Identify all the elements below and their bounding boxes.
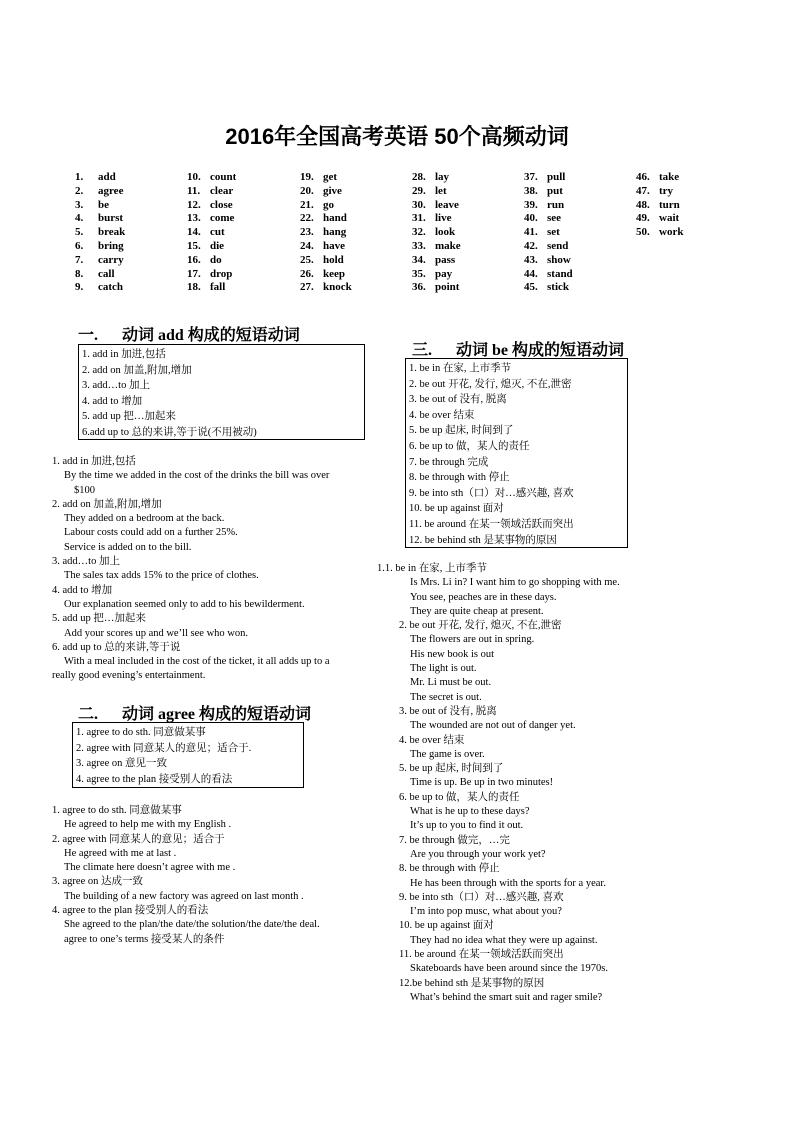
verb-item (300, 254, 352, 268)
example-sentence: What’s behind the smart suit and rager smile? (410, 991, 603, 1003)
summary-line: 6. be up to 做，某人的责任 (409, 440, 530, 452)
example-sentence: Mr. Li must be out. (410, 677, 492, 689)
verb-item (300, 226, 352, 240)
summary-line: 12. be behind sth 是某事物的原因 (409, 534, 557, 546)
verb-word: wait (659, 212, 680, 225)
verb-number: 46. (636, 171, 650, 183)
verb-word: add (98, 171, 116, 183)
phrase-heading: 2. be out 开花, 发行, 熄灭, 不在,泄密 (399, 620, 562, 632)
verb-number: 27. (300, 281, 314, 294)
verb-word: get (323, 171, 338, 183)
verb-word: call (98, 267, 115, 280)
verb-item (187, 268, 236, 282)
phrase-heading: 2. agree with 同意某人的意见；适合于 (52, 833, 225, 845)
verb-number: 3. (75, 198, 84, 211)
phrase-heading: 3. add…to 加上 (52, 556, 120, 568)
verb-word: be (98, 198, 109, 211)
section-be-heading (412, 337, 624, 360)
phrase-heading: 5. be up 起床, 时间到了 (399, 763, 504, 775)
verb-number: 38. (524, 184, 538, 197)
verb-word: cut (210, 226, 225, 239)
verb-item (187, 185, 236, 199)
verb-number: 33. (412, 239, 426, 252)
add-examples (52, 455, 382, 684)
verb-number: 13. (187, 212, 201, 225)
verb-number: 11. (187, 184, 201, 197)
phrase-heading: 6. add up to 总的来讲,等于说 (52, 641, 181, 653)
verb-number: 9. (75, 281, 84, 294)
phrase-heading: 1. agree to do sth. 同意做某事 (52, 805, 182, 816)
verb-word: run (547, 198, 565, 211)
verb-word: have (323, 239, 345, 252)
example-sentence: They added on a bedroom at the back. (64, 513, 225, 525)
verb-number: 17. (187, 267, 201, 280)
summary-line: 1. agree to do sth. 同意做某事 (76, 727, 206, 738)
add-summary-box (78, 344, 365, 440)
verb-word: leave (435, 198, 459, 211)
verb-item (412, 185, 461, 199)
verb-item (300, 199, 352, 213)
summary-line: 2. agree with 同意某人的意见；适合于. (76, 742, 252, 754)
verb-item (187, 199, 236, 213)
section-title: 动词 add 构成的短语动词 (122, 327, 300, 344)
verb-word: come (210, 212, 235, 225)
example-sentence: Add your scores up and we’ll see who won. (64, 627, 249, 639)
verb-item (524, 171, 573, 185)
verb-number: 35. (412, 267, 426, 280)
verb-item (187, 212, 236, 226)
verb-word: show (547, 253, 571, 266)
verb-column (75, 171, 125, 295)
summary-line: 8. be through with 停止 (409, 472, 510, 484)
example-sentence: The game is over. (410, 748, 485, 760)
verb-item (75, 212, 125, 226)
verb-number: 10. (187, 171, 201, 183)
phrase-heading: 9. be into sth（口）对…感兴趣, 喜欢 (399, 891, 564, 903)
verb-column (300, 171, 352, 295)
verb-number: 26. (300, 267, 314, 280)
verb-item (524, 199, 573, 213)
verb-word: give (323, 184, 342, 197)
verb-item (412, 226, 461, 240)
example-sentence: $100 (74, 484, 95, 496)
phrase-heading: 2. add on 加盖,附加,增加 (52, 498, 162, 510)
phrase-heading: 1.1. be in 在家, 上市季节 (377, 563, 487, 574)
verb-number: 49. (636, 212, 650, 225)
agree-examples (52, 804, 392, 947)
summary-line: 4. be over 结束 (409, 409, 475, 421)
verb-column (412, 171, 461, 295)
verb-word: lay (435, 171, 450, 183)
verb-word: live (435, 212, 452, 225)
verb-word: let (435, 184, 447, 197)
example-sentence: The climate here doesn’t agree with me . (64, 862, 236, 874)
verb-number: 39. (524, 198, 538, 211)
verb-number: 29. (412, 184, 426, 197)
phrase-heading: 5. add up 把…加起来 (52, 613, 146, 625)
summary-line: 3. be out of 没有, 脱离 (409, 394, 507, 406)
section-marker: 二. (78, 706, 99, 723)
verb-word: pull (547, 171, 566, 183)
example-sentence: By the time we added in the cost of the drinks the bill was over (64, 470, 330, 482)
summary-line: 6.add up to 总的来讲,等于说(不用被动) (82, 426, 257, 438)
verb-number: 48. (636, 198, 650, 211)
verb-number: 36. (412, 281, 426, 294)
verb-item (75, 254, 125, 268)
verb-number: 37. (524, 171, 538, 183)
verb-number: 22. (300, 212, 314, 225)
verb-item (524, 185, 573, 199)
verb-number: 45. (524, 281, 538, 294)
phrase-heading: 6. be up to 做，某人的责任 (399, 791, 520, 803)
verb-word: stand (547, 267, 573, 280)
example-sentence: With a meal included in the cost of the ticket, it all adds up to a (64, 656, 330, 668)
verb-item (75, 240, 125, 254)
example-sentence: She agreed to the plan/the date/the solution/the date/the deal. (64, 919, 320, 931)
verb-number: 4. (75, 212, 84, 225)
verb-word: break (98, 226, 126, 239)
verb-item (187, 240, 236, 254)
verb-word: knock (323, 281, 352, 294)
phrase-heading: 3. be out of 没有, 脱离 (399, 705, 497, 717)
verb-item (524, 268, 573, 282)
example-sentence: The secret is out. (410, 691, 482, 703)
verb-number: 43. (524, 253, 538, 266)
verb-word: point (435, 281, 460, 294)
phrase-heading: 7. be through 做完，…完 (399, 834, 510, 846)
verb-number: 2. (75, 184, 84, 197)
be-summary-box (405, 358, 628, 548)
verb-number: 40. (524, 212, 538, 225)
verb-item (412, 199, 461, 213)
verb-word: do (210, 253, 222, 266)
summary-line: 3. add…to 加上 (82, 380, 150, 392)
verb-number: 1. (75, 171, 84, 183)
page-title: 2016年全国高考英语 50个高频动词 (225, 124, 569, 149)
summary-line: 10. be up against 面对 (409, 503, 504, 515)
phrase-heading: 4. agree to the plan 接受别人的看法 (52, 905, 209, 917)
verb-number: 25. (300, 253, 314, 266)
verb-word: send (547, 239, 569, 252)
phrase-heading: 8. be through with 停止 (399, 863, 500, 875)
verb-number: 6. (75, 239, 84, 252)
verb-item (75, 185, 125, 199)
verb-item (524, 212, 573, 226)
example-sentence: You see, peaches are in these days. (410, 591, 557, 603)
verb-column (636, 171, 683, 240)
verb-word: pass (435, 253, 456, 266)
verb-word: die (210, 239, 225, 252)
verb-number: 20. (300, 184, 314, 197)
verb-number: 34. (412, 253, 426, 266)
verb-number: 14. (187, 226, 201, 239)
verb-number: 5. (75, 226, 84, 239)
verb-word: drop (210, 267, 233, 280)
example-sentence: Are you through your work yet? (410, 848, 546, 860)
verb-word: make (435, 239, 461, 252)
verb-item (524, 254, 573, 268)
verb-item (300, 240, 352, 254)
verb-item (524, 281, 573, 295)
phrase-heading: 4. be over 结束 (399, 734, 465, 746)
verb-number: 28. (412, 171, 426, 183)
verb-word: pay (435, 267, 453, 280)
verb-item (300, 171, 352, 185)
verb-word: work (659, 226, 684, 239)
example-sentence: They are quite cheap at present. (410, 605, 544, 617)
verb-word: see (547, 212, 562, 225)
summary-line: 4. agree to the plan 接受别人的看法 (76, 773, 233, 785)
verb-word: take (659, 171, 680, 183)
verb-number: 47. (636, 184, 650, 197)
verb-word: catch (98, 281, 124, 294)
verb-item (412, 268, 461, 282)
verb-word: look (435, 226, 456, 239)
section-title: 动词 agree 构成的短语动词 (122, 706, 312, 723)
verb-item (636, 185, 683, 199)
verb-number: 42. (524, 239, 538, 252)
verb-number: 30. (412, 198, 426, 211)
example-sentence: Service is added on to the bill. (64, 541, 192, 553)
verb-word: go (323, 198, 334, 211)
verb-column (524, 171, 573, 295)
verb-item (636, 199, 683, 213)
summary-line: 3. agree on 意见一致 (76, 758, 167, 770)
verb-number: 50. (636, 226, 650, 239)
verb-item (75, 281, 125, 295)
verb-item (187, 171, 236, 185)
verb-item (636, 226, 683, 240)
example-sentence: The sales tax adds 15% to the price of clothes. (64, 570, 259, 582)
example-sentence: He has been through with the sports for a year. (410, 877, 606, 889)
verb-item (636, 212, 683, 226)
summary-line: 5. add up 把…加起来 (82, 411, 176, 423)
verb-number: 19. (300, 171, 314, 183)
verb-item (300, 185, 352, 199)
verb-item (412, 281, 461, 295)
example-sentence: What is he up to these days? (410, 806, 530, 818)
example-sentence: The flowers are out in spring. (410, 634, 535, 646)
verb-word: carry (98, 253, 124, 266)
phrase-heading: really good evening’s entertainment. (52, 670, 206, 682)
section-marker: 一. (78, 327, 99, 344)
verb-word: stick (547, 281, 569, 294)
verb-word: count (210, 171, 237, 183)
example-sentence: Is Mrs. Li in? I want him to go shopping with me. (410, 577, 620, 589)
verb-number: 31. (412, 212, 426, 225)
example-sentence: His new book is out (410, 648, 494, 660)
section-marker: 三. (412, 342, 433, 359)
verb-item (300, 212, 352, 226)
summary-line: 5. be up 起床, 时间到了 (409, 425, 514, 437)
verb-word: try (659, 184, 674, 197)
verb-word: hand (323, 212, 347, 225)
section-agree-heading (78, 701, 311, 724)
verb-item (75, 199, 125, 213)
verb-item (187, 226, 236, 240)
verb-word: hold (323, 253, 344, 266)
verb-word: fall (210, 281, 226, 294)
verb-item (75, 171, 125, 185)
example-sentence: They had no idea what they were up against. (410, 934, 598, 946)
verb-word: set (547, 226, 560, 239)
example-sentence: agree to one’s terms 接受某人的条件 (64, 933, 225, 945)
summary-line: 1. add in 加进,包括 (82, 349, 166, 360)
verb-word: keep (323, 267, 345, 280)
verb-number: 41. (524, 226, 538, 239)
verb-number: 8. (75, 267, 84, 280)
example-sentence: The wounded are not out of danger yet. (410, 720, 576, 732)
verb-item (187, 254, 236, 268)
verb-word: bring (98, 239, 124, 252)
example-sentence: Our explanation seemed only to add to his bewilderment. (64, 598, 305, 610)
verb-number: 16. (187, 253, 201, 266)
verb-number: 18. (187, 281, 201, 294)
verb-word: turn (659, 198, 680, 211)
verb-item (300, 268, 352, 282)
section-title: 动词 be 构成的短语动词 (456, 342, 625, 359)
summary-line: 11. be around 在某一领域活跃而突出 (409, 518, 574, 530)
verb-number: 44. (524, 267, 538, 280)
verb-word: clear (210, 184, 234, 197)
verb-number: 15. (187, 239, 201, 252)
summary-line: 7. be through 完成 (409, 456, 489, 468)
verb-word: burst (98, 212, 124, 225)
verb-item (412, 254, 461, 268)
verb-item (524, 240, 573, 254)
summary-line: 1. be in 在家, 上市季节 (409, 363, 512, 374)
verb-item (75, 226, 125, 240)
example-sentence: He agreed to help me with my English . (64, 819, 232, 831)
example-sentence: Skateboards have been around since the 1970s. (410, 963, 608, 975)
verb-number: 21. (300, 198, 314, 211)
example-sentence: The light is out. (410, 663, 477, 675)
phrase-heading: 12.be behind sth 是某事物的原因 (399, 977, 545, 989)
summary-line: 9. be into sth（口）对…感兴趣, 喜欢 (409, 487, 574, 499)
example-sentence: Time is up. Be up in two minutes! (410, 777, 554, 789)
verb-item (75, 268, 125, 282)
example-sentence: Labour costs could add on a further 25%. (64, 527, 238, 539)
verb-item (187, 281, 236, 295)
phrase-heading: 4. add to 增加 (52, 584, 113, 596)
phrase-heading: 11. be around 在某一领域活跃而突出 (399, 949, 564, 961)
verb-number: 7. (75, 253, 84, 266)
summary-line: 4. add to 增加 (82, 395, 143, 407)
verb-column (187, 171, 236, 295)
verb-word: put (547, 184, 563, 197)
example-sentence: He agreed with me at last . (64, 847, 177, 859)
verb-word: hang (323, 226, 347, 239)
example-sentence: The building of a new factory was agreed on last month . (64, 890, 304, 902)
verb-word: close (210, 198, 233, 211)
be-examples (377, 562, 757, 1005)
phrase-heading: 10. be up against 面对 (399, 920, 494, 932)
verb-number: 12. (187, 198, 201, 211)
example-sentence: I’m into pop musc, what about you? (410, 906, 562, 918)
summary-line: 2. add on 加盖,附加,增加 (82, 364, 192, 376)
verb-item (524, 226, 573, 240)
verb-number: 24. (300, 239, 314, 252)
example-sentence: It’s up to you to find it out. (410, 820, 524, 832)
section-add-heading (78, 322, 300, 345)
summary-line: 2. be out 开花, 发行, 熄灭, 不在,泄密 (409, 378, 572, 390)
verb-number: 23. (300, 226, 314, 239)
verb-item (412, 171, 461, 185)
phrase-heading: 1. add in 加进,包括 (52, 456, 136, 467)
agree-summary-box (72, 722, 304, 788)
verb-number: 32. (412, 226, 426, 239)
verb-item (412, 212, 461, 226)
verb-item (636, 171, 683, 185)
phrase-heading: 3. agree on 达成一致 (52, 876, 143, 888)
verb-item (412, 240, 461, 254)
verb-item (300, 281, 352, 295)
verb-word: agree (98, 184, 124, 197)
